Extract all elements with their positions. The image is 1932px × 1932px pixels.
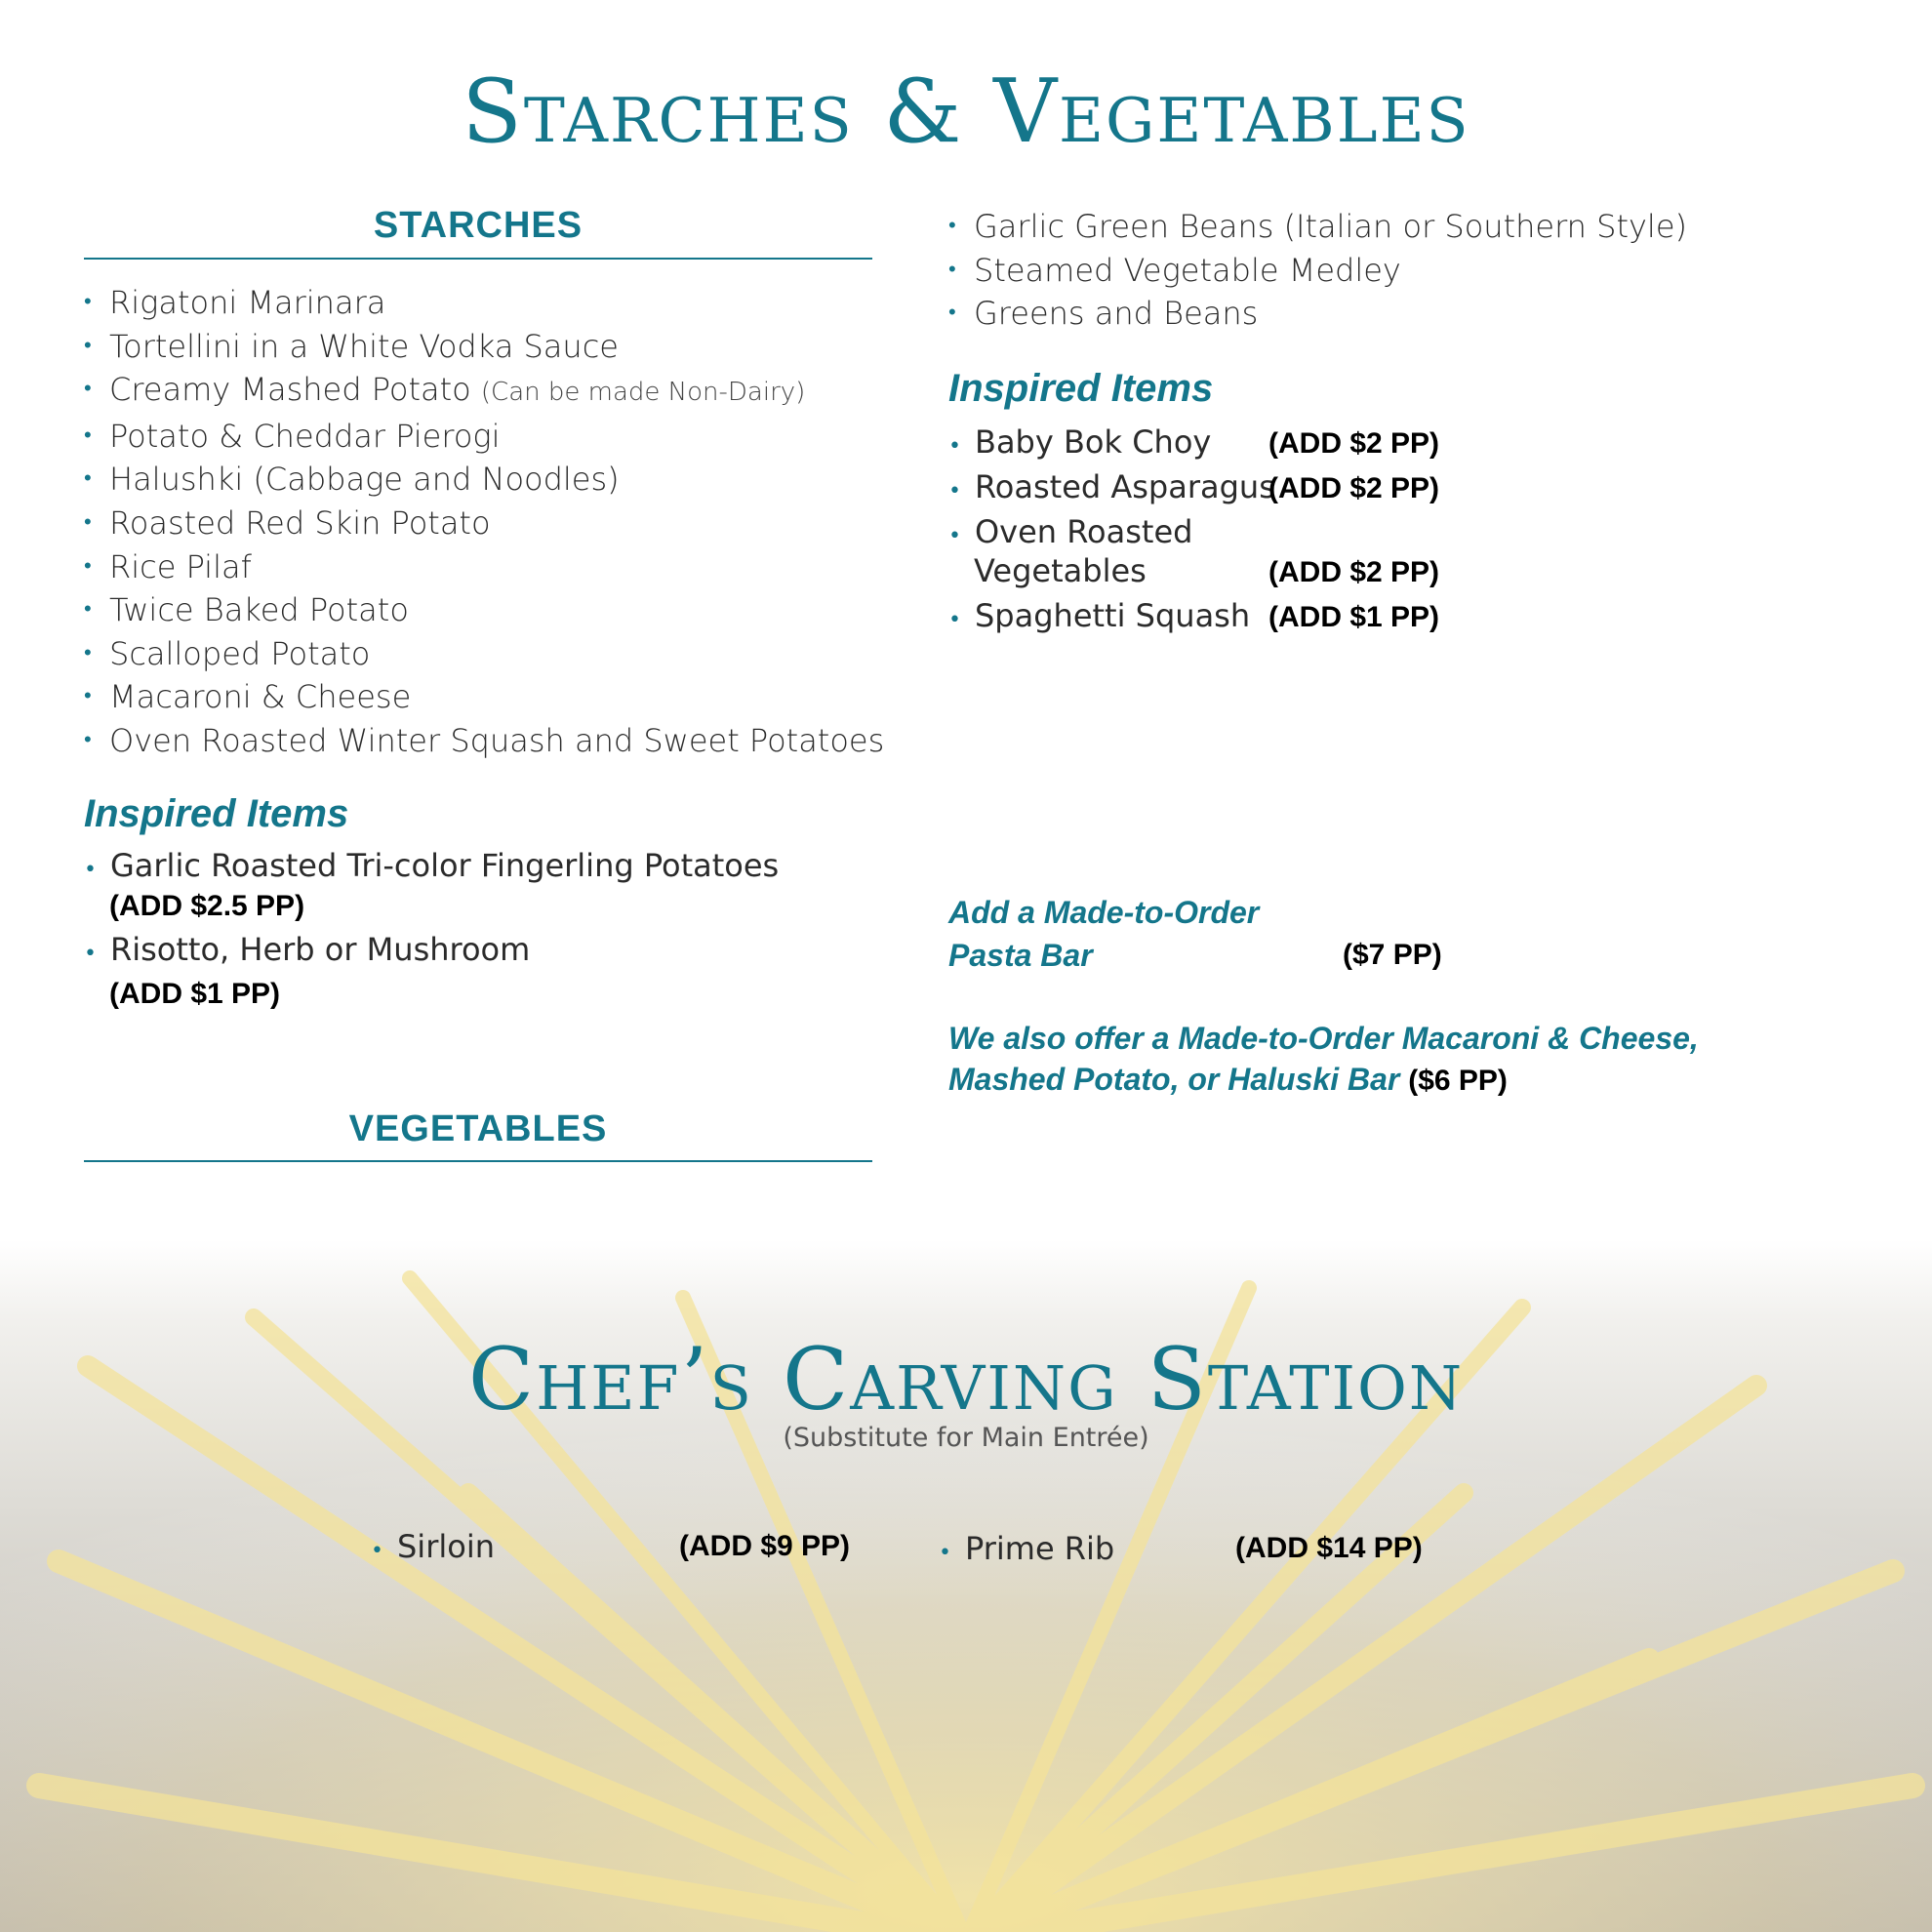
pasta-bar-line2: Pasta Bar xyxy=(948,938,1093,973)
price-label: (ADD $14 PP) xyxy=(1235,1532,1423,1564)
bullet-icon: • xyxy=(948,479,961,503)
list-item: • Scalloped Potato xyxy=(84,632,884,676)
starches-heading: STARCHES xyxy=(373,205,584,246)
price-label: (ADD $2 PP) xyxy=(1268,556,1440,588)
list-item: • Steamed Vegetable Medley xyxy=(948,249,1687,293)
bullet-icon: • xyxy=(84,333,92,358)
bullet-icon: • xyxy=(84,640,92,665)
starches-divider xyxy=(84,258,872,260)
non-dairy-note: (Can be made Non-Dairy) xyxy=(480,378,806,408)
page-title: Starches & Vegetables xyxy=(462,60,1470,163)
bullet-icon: • xyxy=(84,684,92,709)
price-label: (ADD $2 PP) xyxy=(1268,472,1440,504)
bullet-icon: • xyxy=(948,214,956,238)
list-item: • Roasted Red Skin Potato xyxy=(84,502,884,545)
list-item: • Rigatoni Marinara xyxy=(84,281,884,325)
bullet-icon: • xyxy=(948,257,956,282)
list-item: • Oven Roasted xyxy=(948,513,1193,550)
also-offer-line2: Mashed Potato, or Haluski Bar ($6 PP) xyxy=(948,1062,1508,1097)
list-item: • Tortellini in a White Vodka Sauce xyxy=(84,325,884,369)
bullet-icon: • xyxy=(948,608,961,632)
price-label: (ADD $2 PP) xyxy=(1268,427,1440,460)
list-item: • Macaroni & Cheese xyxy=(84,675,884,719)
list-item: • Garlic Roasted Tri-color Fingerling Potatoes xyxy=(84,847,780,884)
bullet-icon: • xyxy=(84,727,92,752)
price-label: ($7 PP) xyxy=(1343,939,1442,971)
bullet-icon: • xyxy=(84,290,92,314)
vegetables-heading: VEGETABLES xyxy=(348,1108,608,1149)
list-item: • Risotto, Herb or Mushroom xyxy=(84,931,531,968)
bullet-icon: • xyxy=(948,301,956,326)
bullet-icon: • xyxy=(84,509,92,535)
list-item: • Roasted Asparagus xyxy=(948,468,1275,505)
list-item-continuation: Vegetables xyxy=(974,552,1147,589)
vegetables-divider xyxy=(84,1160,872,1162)
list-item: • Oven Roasted Winter Squash and Sweet Potatoes xyxy=(84,719,884,763)
list-item: • Rice Pilaf xyxy=(84,545,884,589)
list-item: • Spaghetti Squash xyxy=(948,597,1251,634)
bullet-icon: • xyxy=(84,858,97,882)
list-item: • Prime Rib xyxy=(939,1530,1115,1567)
price-label: (ADD $1 PP) xyxy=(1268,601,1440,633)
bullet-icon: • xyxy=(948,434,961,459)
starches-inspired-heading: Inspired Items xyxy=(84,792,349,835)
bullet-icon: • xyxy=(84,553,92,579)
bullet-icon: • xyxy=(84,466,92,492)
starches-list xyxy=(84,281,884,763)
list-item: • Potato & Cheddar Pierogi xyxy=(84,415,884,459)
carving-station-title: Chef’s Carving Station xyxy=(467,1329,1465,1429)
bullet-icon: • xyxy=(939,1541,951,1565)
price-label: ($6 PP) xyxy=(1408,1065,1508,1097)
bullet-icon: • xyxy=(948,524,961,548)
list-item: • Greens and Beans xyxy=(948,292,1687,336)
price-label: (ADD $2.5 PP) xyxy=(109,890,305,922)
list-item: • Creamy Mashed Potato (Can be made Non-Dairy) xyxy=(84,368,884,415)
list-item: • Garlic Green Beans (Italian or Southern Style) xyxy=(948,205,1687,249)
carving-station-subtitle: (Substitute for Main Entrée) xyxy=(783,1423,1149,1453)
list-item: • Baby Bok Choy xyxy=(948,423,1212,461)
vegetables-inspired-heading: Inspired Items xyxy=(948,367,1214,410)
list-item: • Twice Baked Potato xyxy=(84,588,884,632)
list-item: • Sirloin xyxy=(371,1528,495,1565)
also-offer-line1: We also offer a Made-to-Order Macaroni & Cheese, xyxy=(948,1021,1699,1056)
price-label: (ADD $9 PP) xyxy=(679,1530,851,1562)
bullet-icon: • xyxy=(84,597,92,623)
bullet-icon: • xyxy=(84,377,92,402)
bullet-icon: • xyxy=(371,1539,383,1563)
price-label: (ADD $1 PP) xyxy=(109,978,281,1010)
list-item: • Halushki (Cabbage and Noodles) xyxy=(84,458,884,502)
bullet-icon: • xyxy=(84,423,92,448)
vegetables-list xyxy=(948,205,1687,336)
pasta-bar-line1: Add a Made-to-Order xyxy=(948,895,1260,930)
bullet-icon: • xyxy=(84,942,97,966)
